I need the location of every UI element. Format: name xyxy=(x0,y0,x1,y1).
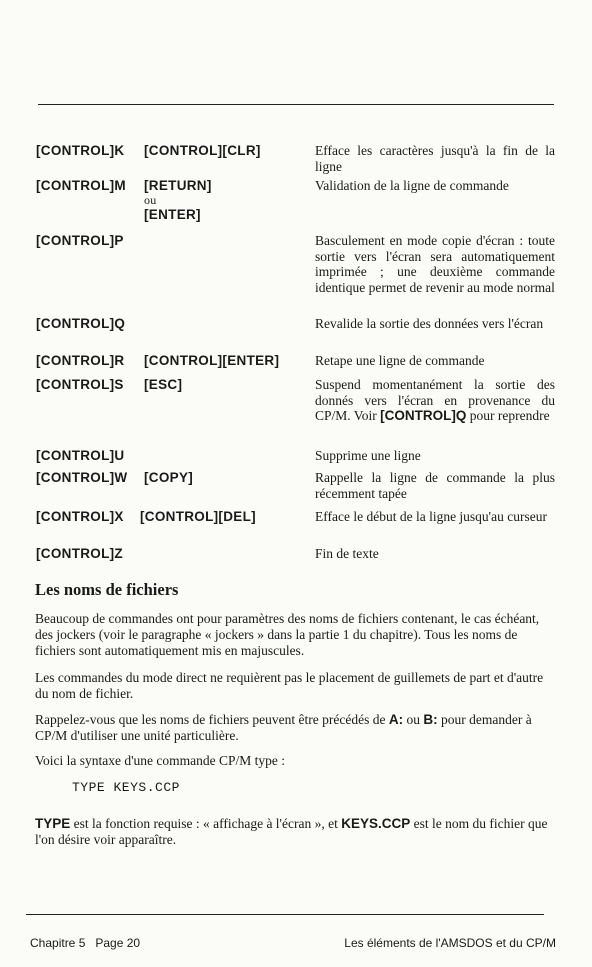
command-description: Basculement en mode copie d'écran : toute sortie vers l'écran sera automatiquement imprimée ; une deuxième commande identique permet de revenir au mode normal xyxy=(315,233,555,295)
command-description: Retape une ligne de commande xyxy=(315,353,485,368)
paragraph-text: ou xyxy=(403,712,424,727)
paragraph-text: est le nom du fichier que l'on désire voir apparaître. xyxy=(35,816,548,847)
command-key: [CONTROL]M xyxy=(36,178,126,193)
command-key: [CONTROL]S xyxy=(36,377,124,392)
code-example: TYPE KEYS.CCP xyxy=(72,780,180,795)
command-key: [CONTROL]U xyxy=(36,448,125,463)
alt-key-text: [ENTER] xyxy=(144,207,201,222)
section-title: Les noms de fichiers xyxy=(35,580,179,599)
command-description: Efface les caractères jusqu'à la fin de la ligne xyxy=(315,143,555,174)
paragraph-keyword: KEYS.CCP xyxy=(341,816,411,831)
body-paragraph: Voici la syntaxe d'une commande CP/M type : xyxy=(35,753,286,768)
top-rule xyxy=(38,104,554,105)
command-alt-key xyxy=(144,470,193,486)
command-alt-key xyxy=(144,353,279,369)
footer-chapter-title: Les éléments de l'AMSDOS et du CP/M xyxy=(344,936,556,950)
command-alt-key xyxy=(144,377,182,393)
command-description: Supprime une ligne xyxy=(315,448,421,463)
alt-separator: ou xyxy=(144,193,157,207)
command-alt-key xyxy=(144,143,261,159)
command-description: Revalide la sortie des données vers l'écran xyxy=(315,316,544,331)
command-key: [CONTROL]P xyxy=(36,233,124,248)
body-paragraph xyxy=(35,816,552,848)
bottom-rule xyxy=(26,914,544,915)
paragraph-text: pour demander à CP/M d'utiliser une unité particulière. xyxy=(35,712,532,743)
command-key: [CONTROL]W xyxy=(36,470,128,485)
command-key: [CONTROL]R xyxy=(36,353,125,368)
alt-key-text: [RETURN] xyxy=(144,178,212,193)
body-paragraph: Les commandes du mode direct ne requièrent pas le placement de guillemets de part et d'autre du nom de fichier. xyxy=(35,670,544,701)
command-alt-key xyxy=(144,178,212,223)
description-keyword: [CONTROL]Q xyxy=(380,408,467,423)
command-description: Efface le début de la ligne jusqu'au curseur xyxy=(315,509,547,524)
paragraph-keyword: A: xyxy=(388,712,404,727)
command-key: [CONTROL]K xyxy=(36,143,125,158)
command-description: Rappelle la ligne de commande la plus récemment tapée xyxy=(315,470,555,501)
paragraph-text: Rappelez-vous que les noms de fichiers peuvent être précédés de xyxy=(35,712,389,727)
command-key: [CONTROL]X xyxy=(36,509,124,524)
command-description: Validation de la ligne de commande xyxy=(315,178,509,193)
alt-key-text: [ESC] xyxy=(144,377,183,392)
alt-key-text: [CONTROL][ENTER] xyxy=(144,353,280,368)
command-description: Fin de texte xyxy=(315,546,379,561)
body-paragraph xyxy=(35,712,552,744)
footer-page-number: Chapitre 5 Page 20 xyxy=(30,936,141,950)
alt-key-text: [COPY] xyxy=(144,470,194,485)
paragraph-keyword: B: xyxy=(423,712,438,727)
command-key: [CONTROL]Q xyxy=(36,316,126,331)
paragraph-text: est la fonction requise : « affichage à l'écran », et xyxy=(70,816,342,831)
command-alt-key xyxy=(140,509,256,525)
command-description xyxy=(315,377,555,424)
alt-key-text: [CONTROL][CLR] xyxy=(144,143,261,158)
paragraph-keyword: TYPE xyxy=(35,816,71,831)
body-paragraph: Beaucoup de commandes ont pour paramètres des noms de fichiers contenant, le cas échéant, des jockers (voir le paragraphe « jockers » dans la partie 1 du chapitre). Tous les noms de fichiers sont automatiquement mis en majuscules. xyxy=(35,611,540,658)
description-text: pour reprendre xyxy=(466,408,550,423)
alt-key-text: [CONTROL][DEL] xyxy=(140,509,256,524)
description-text: Suspend momentanément la sortie des donnés vers l'écran en provenance du CP/M. Voir xyxy=(315,377,555,423)
command-key: [CONTROL]Z xyxy=(36,546,123,561)
